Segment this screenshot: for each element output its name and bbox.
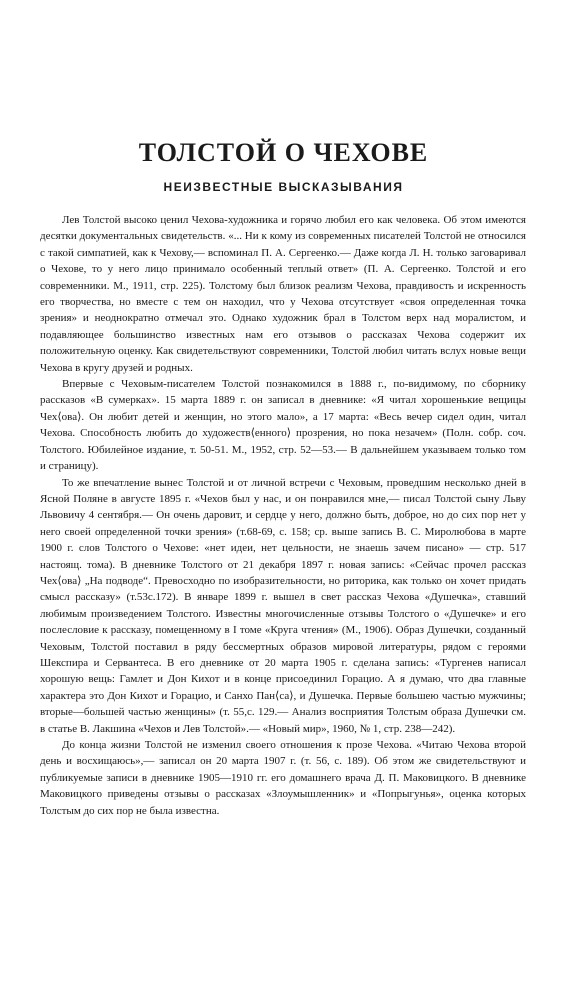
- paragraph-2: Впервые с Чеховым-писателем Толстой познакомился в 1888 г., по-видимому, по сборнику рассказов «В сумерках». 15 марта 1889 г. он записал в дневнике: «Я читал хорошенькие вещицы Чех⟨ова⟩. Он любит детей и женщин, но этого мало», а 17 марта: «Весь вечер сидел один, читал Чехова. Способность любить до художеств⟨енного⟩ прозрения, но пока незачем» (Полн. собр. соч. Толстого. Юбилейное издание, т. 50-51. М., 1952, стр. 52—53.— В дальнейшем указываем только том и страницу).: [40, 378, 526, 473]
- paragraph-1: Лев Толстой высоко ценил Чехова-художника и горячо любил его как человека. Об этом имеются десятки документальных свидетельств. «... Ни к кому из современных писателей Толстой не относился с такой симпатией, как к Чехову,— вспоминал П. А. Сергеенко.— Даже когда Л. Н. только заговаривал о Чехове, то у него лицо принимало особенный теплый ответ» (П. А. Сергеенко. Толстой и его современники. М., 1911, стр. 225). Толстому был близок реализм Чехова, правдивость и искренность его творчества, но вместе с тем он находил, что у Чехова отсутствует «своя определенная точка зрения» и неоднократно отмечал это. Однако художник брал в Толстом верх над моралистом, и подавляющее большинство известных нам его отзывов о рассказах Чехова содержит их положительную оценку. Как свидетельствуют современники, Толстой любил читать вслух новые вещи Чехова в кругу друзей и родных.: [40, 214, 526, 374]
- paragraph-4: До конца жизни Толстой не изменил своего отношения к прозе Чехова. «Читаю Чехова второй день и восхищаюсь»,— записал он 20 марта 1907 г. (т. 56, с. 189). Об этом же свидетельствуют и публикуемые записи в дневнике 1905—1910 гг. его домашнего врача Д. П. Маковицкого. В дневнике Маковицкого приведены отзывы о рассказах «Злоумышленник» и «Попрыгунья», оценка которых Толстым до сих пор не была известна.: [40, 739, 526, 817]
- article-title: ТОЛСТОЙ О ЧЕХОВЕ: [138, 138, 429, 167]
- article-body: [40, 212, 526, 819]
- article-subtitle: НЕИЗВЕСТНЫЕ ВЫСКАЗЫВАНИЯ: [163, 180, 404, 194]
- paragraph-3: То же впечатление вынес Толстой и от личной встречи с Чеховым, проведшим несколько дней в Ясной Поляне в августе 1895 г. «Чехов был у нас, и он понравился мне,— писал Толстой сыну Льву Львовичу 4 сентября.— Он очень даровит, и сердце у него, должно быть, доброе, но до сих пор нет у него своей определенной точки зрения» (т.68-69, с. 158; ср. выше запись В. С. Миролюбова в марте 1900 г. слов Толстого о Чехове: «нет идеи, нет цельности, не знаешь зачем писано» — стр. 517 настоящ. тома). В дневнике Толстого от 21 декабря 1897 г. новая запись: «Сейчас прочел рассказ Чех⟨ова⟩ „На подводе“. Превосходно по изобразительности, но риторика, как только он хочет придать смысл рассказу» (т.53с.172). В январе 1899 г. вышел в свет рассказ Чехова «Душечка», ставший любимым произведением Толстого. Известны многочисленные отзывы Толстого о «Душечке» и его послесловие к рассказу, помещенному в I томе «Круга чтения» (М., 1906). Образ Душечки, созданный Чеховым, Толстой поставил в ряду бессмертных образов мировой литературы, рядом с героями Шекспира и Сервантеса. В его дневнике от 20 марта 1905 г. сделана запись: «Тургенев написал хорошую вещь: Гамлет и Дон Кихот и в конце присоединил Горацио. А я думаю, что два главные характера это Дон Кихот и Горацио, и Санхо Пан⟨са⟩, и Душечка. Первые большею частью мужчины; вторые—большей частью женщины» (т. 55,с. 129.— Анализ восприятия Толстым образа Душечки см. в статье В. Лакшина «Чехов и Лев Толстой».— «Новый мир», 1960, № 1, стр. 238—242).: [40, 476, 526, 735]
